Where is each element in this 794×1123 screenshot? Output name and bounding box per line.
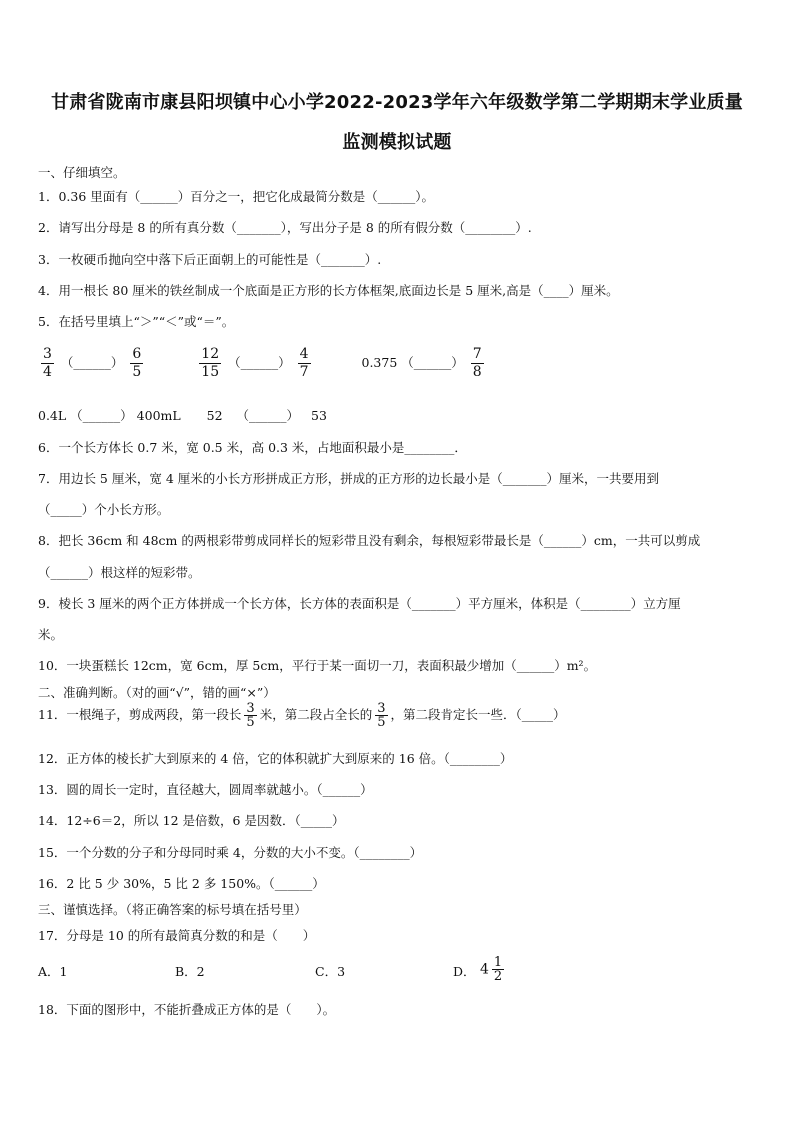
question-5-row-1 (38, 346, 487, 381)
question-14: 14．12÷6＝2，所以 12 是倍数，6 是因数．（_____） (38, 813, 345, 828)
question-1: 1．0.36 里面有（______）百分之一，把它化成最简分数是（______）。 (38, 189, 435, 204)
answer-blank: （______） (60, 355, 124, 370)
fraction: $\frac{3}{4}$ (43, 346, 52, 380)
compare-value: 53 (311, 408, 327, 423)
compare-value: 400mL (136, 408, 181, 423)
option-b: B．2 (175, 964, 205, 979)
question-8-line-2: （______）根这样的短彩带。 (38, 565, 201, 580)
fraction: $\frac{4}{7}$ (299, 346, 309, 380)
answer-blank: （______） (228, 355, 291, 370)
question-11 (38, 702, 566, 729)
fraction: $\frac{3}{5}$ (246, 701, 255, 730)
compare-value: 52 (206, 408, 223, 423)
answer-blank: （______） (236, 408, 300, 423)
question-4: 4．用一根长 80 厘米的铁丝制成一个底面是正方形的长方体框架,底面边长是 5 厘米,高是（____）厘米。 (38, 283, 619, 298)
question-9-line-2: 米。 (38, 627, 64, 642)
question-9-line-1: 9．棱长 3 厘米的两个正方体拼成一个长方体，长方体的表面积是（_______）平方厘米，体积是（________）立方厘 (38, 596, 681, 611)
question-text: ，第二段肯定长一些．（_____） (390, 707, 566, 722)
question-10: 10．一块蛋糕长 12cm，宽 6cm，厚 5cm，平行于某一面切一刀，表面积最少增加（______）m²。 (38, 658, 597, 673)
fraction: $\frac{12}{15}$ (201, 346, 220, 380)
option-c: C．3 (315, 964, 346, 979)
question-18: 18．下面的图形中，不能折叠成正方体的是（ ）。 (38, 1002, 336, 1017)
exam-title-line1: 甘肃省陇南市康县阳坝镇中心小学2022-2023学年六年级数学第二学期期末学业质量 (51, 92, 743, 113)
section-heading-true-false: 二、准确判断。（对的画“√”，错的画“×”） (38, 685, 276, 700)
option-d-mixed-number (480, 956, 507, 983)
fraction: $\frac{7}{8}$ (472, 346, 482, 380)
question-15: 15．一个分数的分子和分母同时乘 4，分数的大小不变。（________） (38, 845, 423, 860)
option-a: A．1 (38, 964, 68, 979)
fraction: $\frac{1}{2}$ (493, 955, 503, 984)
answer-blank: （______） (401, 355, 464, 370)
compare-value: 0.4L (38, 408, 67, 423)
question-13: 13．圆的周长一定时，直径越大，圆周率就越小。（______） (38, 782, 373, 797)
exam-title-line2: 监测模拟试题 (342, 132, 452, 153)
question-text: 11．一根绳子，剪成两段，第一段长 (38, 707, 242, 722)
question-3: 3．一枚硬币抛向空中落下后正面朝上的可能性是（_______）. (38, 252, 382, 267)
question-7-line-2: （_____）个小长方形。 (38, 502, 170, 517)
question-17: 17．分母是 10 的所有最简真分数的和是（ ） (38, 928, 316, 943)
question-5: 5．在括号里填上“＞”“＜”或“＝”。 (38, 314, 235, 329)
decimal-value: 0.375 (361, 355, 398, 370)
question-7-line-1: 7．用边长 5 厘米，宽 4 厘米的小长方形拼成正方形，拼成的正方形的边长最小是（_______）厘米，一共要用到 (38, 471, 660, 486)
question-12: 12．正方体的棱长扩大到原来的 4 倍，它的体积就扩大到原来的 16 倍。（________） (38, 751, 513, 766)
question-2: 2．请写出分母是 8 的所有真分数（_______），写出分子是 8 的所有假分数（________）. (38, 220, 532, 235)
question-text: 米，第二段占全长的 (259, 707, 373, 722)
fraction: $\frac{3}{5}$ (377, 701, 386, 730)
question-5-row-2 (38, 406, 327, 424)
option-d: D． (453, 964, 476, 979)
section-heading-fill-blank: 一、仔细填空。 (38, 165, 126, 180)
section-heading-multiple-choice: 三、谨慎选择。（将正确答案的标号填在括号里） (38, 902, 307, 917)
question-8-line-1: 8．把长 36cm 和 48cm 的两根彩带剪成同样长的短彩带且没有剩余，每根短彩带最长是（______）cm，一共可以剪成 (38, 533, 701, 548)
fraction: $\frac{6}{5}$ (132, 346, 142, 380)
question-6: 6．一个长方体长 0.7 米，宽 0.5 米，高 0.3 米，占地面积最小是________． (38, 440, 467, 455)
whole-part: 4 (480, 961, 489, 978)
answer-blank: （______） (70, 408, 133, 423)
question-16: 16．2 比 5 少 30%，5 比 2 多 150%。（______） (38, 876, 325, 891)
